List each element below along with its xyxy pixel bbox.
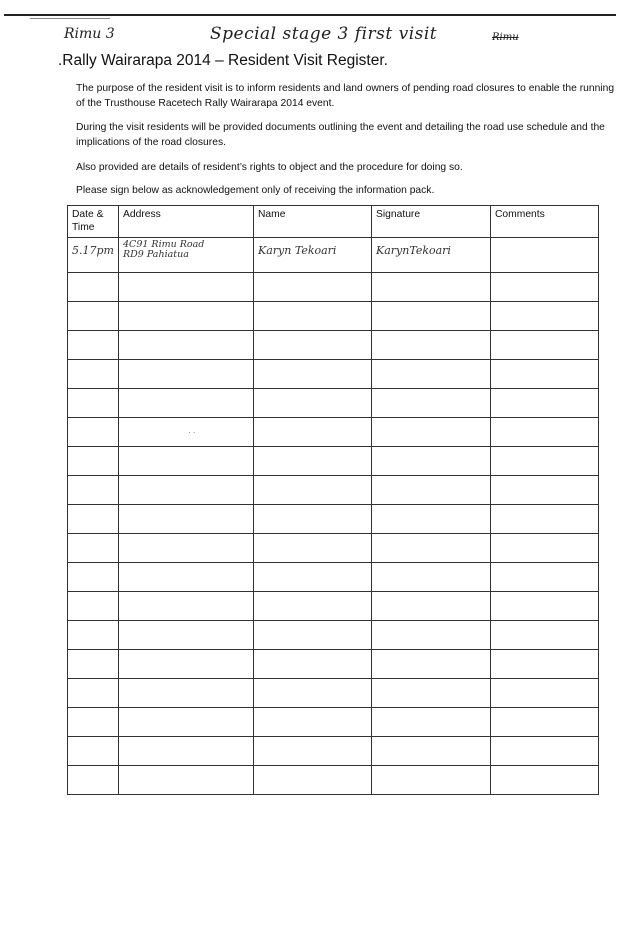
cell-time[interactable]	[68, 563, 119, 592]
cell-address[interactable]	[119, 505, 254, 534]
handwritten-note-right: Rimu	[492, 32, 519, 43]
cell-signature[interactable]	[372, 679, 491, 708]
cell-signature[interactable]	[372, 505, 491, 534]
cell-comments[interactable]	[491, 273, 599, 302]
cell-name[interactable]	[254, 621, 372, 650]
cell-signature[interactable]	[372, 708, 491, 737]
cell-comments[interactable]	[491, 737, 599, 766]
cell-time[interactable]	[68, 476, 119, 505]
cell-comments[interactable]	[491, 302, 599, 331]
cell-address[interactable]	[119, 418, 254, 447]
cell-signature[interactable]	[372, 331, 491, 360]
cell-name[interactable]	[254, 766, 372, 795]
cell-comments[interactable]	[491, 766, 599, 795]
cell-name[interactable]	[254, 563, 372, 592]
cell-address[interactable]	[119, 621, 254, 650]
cell-address[interactable]	[119, 737, 254, 766]
cell-time[interactable]	[68, 331, 119, 360]
cell-signature[interactable]	[372, 766, 491, 795]
table-row	[68, 389, 599, 418]
header-signature: Signature	[372, 206, 491, 238]
table-row	[68, 418, 599, 447]
cell-time[interactable]	[68, 302, 119, 331]
cell-time[interactable]: 5.17pm	[68, 238, 119, 273]
cell-address[interactable]	[119, 273, 254, 302]
cell-signature[interactable]	[372, 476, 491, 505]
table-row	[68, 360, 599, 389]
cell-name[interactable]	[254, 447, 372, 476]
sign-instruction: Please sign below as acknowledgement only of receiving the information pack.	[76, 185, 435, 196]
cell-name[interactable]	[254, 302, 372, 331]
cell-address[interactable]	[119, 650, 254, 679]
cell-name[interactable]	[254, 534, 372, 563]
cell-signature[interactable]	[372, 389, 491, 418]
table-row	[68, 708, 599, 737]
cell-comments[interactable]	[491, 534, 599, 563]
cell-signature[interactable]	[372, 563, 491, 592]
cell-address[interactable]	[119, 679, 254, 708]
cell-time[interactable]	[68, 737, 119, 766]
cell-time[interactable]	[68, 708, 119, 737]
table-row	[68, 238, 599, 273]
table-row	[68, 650, 599, 679]
cell-time[interactable]	[68, 505, 119, 534]
table-row	[68, 621, 599, 650]
cell-comments[interactable]	[491, 563, 599, 592]
stray-mark: · ·	[188, 428, 196, 437]
cell-comments[interactable]	[491, 447, 599, 476]
address-line-1: 4C91 Rimu Road	[123, 239, 205, 250]
handwritten-note-left: Rimu 3	[64, 26, 115, 42]
header-date-time: Date & Time	[68, 206, 119, 238]
address-line-2: RD9 Pahiatua	[123, 249, 189, 260]
cell-name[interactable]	[254, 360, 372, 389]
cell-name[interactable]	[254, 389, 372, 418]
cell-address[interactable]	[119, 238, 254, 273]
cell-signature[interactable]	[372, 273, 491, 302]
visit-paragraph: During the visit residents will be provided documents outlining the event and detailing the road use schedule and the implications of the road closures.	[76, 122, 605, 148]
cell-time[interactable]	[68, 679, 119, 708]
handwritten-note-center: Special stage 3 first visit	[210, 24, 438, 44]
cell-name[interactable]	[254, 505, 372, 534]
cell-time[interactable]	[68, 534, 119, 563]
cell-address[interactable]	[119, 360, 254, 389]
document-title: .Rally Wairarapa 2014 – Resident Visit Register.	[58, 52, 388, 69]
cell-signature[interactable]	[372, 737, 491, 766]
cell-address[interactable]	[119, 592, 254, 621]
visit-register-table	[67, 205, 599, 795]
cell-signature[interactable]	[372, 360, 491, 389]
table-row	[68, 737, 599, 766]
cell-address[interactable]	[119, 302, 254, 331]
cell-name[interactable]	[254, 418, 372, 447]
cell-name[interactable]	[254, 737, 372, 766]
cell-name[interactable]	[254, 273, 372, 302]
table-row	[68, 302, 599, 331]
cell-comments[interactable]	[491, 418, 599, 447]
cell-signature[interactable]	[372, 650, 491, 679]
table-row	[68, 447, 599, 476]
cell-time[interactable]	[68, 766, 119, 795]
cell-signature[interactable]	[372, 534, 491, 563]
cell-name[interactable]: Karyn Tekoari	[254, 238, 372, 273]
cell-address[interactable]	[119, 447, 254, 476]
top-rule-faint	[30, 18, 110, 19]
table-row	[68, 679, 599, 708]
table-row	[68, 505, 599, 534]
cell-signature[interactable]	[372, 621, 491, 650]
cell-comments[interactable]	[491, 650, 599, 679]
table-row	[68, 476, 599, 505]
cell-time[interactable]	[68, 650, 119, 679]
table-row	[68, 592, 599, 621]
cell-name[interactable]	[254, 476, 372, 505]
cell-name[interactable]	[254, 331, 372, 360]
cell-name[interactable]	[254, 592, 372, 621]
cell-time[interactable]	[68, 592, 119, 621]
cell-address[interactable]	[119, 476, 254, 505]
cell-name[interactable]	[254, 679, 372, 708]
cell-signature[interactable]	[372, 447, 491, 476]
cell-address[interactable]	[119, 534, 254, 563]
rights-paragraph: Also provided are details of resident’s rights to object and the procedure for doing so.	[76, 162, 463, 173]
header-comments: Comments	[491, 206, 599, 238]
cell-comments[interactable]	[491, 679, 599, 708]
purpose-paragraph: The purpose of the resident visit is to inform residents and land owners of pending road closures to enable the running of the Trusthouse Racetech Rally Wairarapa 2014 event.	[76, 83, 615, 109]
cell-address[interactable]	[119, 708, 254, 737]
table-row	[68, 534, 599, 563]
cell-address[interactable]	[119, 389, 254, 418]
cell-signature[interactable]	[372, 302, 491, 331]
cell-name[interactable]	[254, 650, 372, 679]
cell-time[interactable]	[68, 273, 119, 302]
cell-signature[interactable]: KarynTekoari	[372, 238, 491, 273]
cell-comments[interactable]	[491, 331, 599, 360]
cell-name[interactable]	[254, 708, 372, 737]
cell-comments[interactable]	[491, 708, 599, 737]
cell-comments[interactable]	[491, 389, 599, 418]
cell-address[interactable]	[119, 766, 254, 795]
table-row	[68, 273, 599, 302]
cell-signature[interactable]	[372, 418, 491, 447]
table-row	[68, 563, 599, 592]
table-row	[68, 331, 599, 360]
cell-time[interactable]	[68, 418, 119, 447]
cell-comments[interactable]	[491, 592, 599, 621]
cell-time[interactable]	[68, 621, 119, 650]
table-row	[68, 766, 599, 795]
cell-address[interactable]	[119, 331, 254, 360]
cell-comments[interactable]	[491, 505, 599, 534]
cell-comments[interactable]	[491, 621, 599, 650]
cell-comments[interactable]	[491, 238, 599, 273]
cell-address[interactable]	[119, 563, 254, 592]
header-address: Address	[119, 206, 254, 238]
cell-time[interactable]	[68, 447, 119, 476]
cell-comments[interactable]	[491, 360, 599, 389]
cell-time[interactable]	[68, 389, 119, 418]
cell-comments[interactable]	[491, 476, 599, 505]
cell-time[interactable]	[68, 360, 119, 389]
top-rule	[4, 14, 616, 16]
header-name: Name	[254, 206, 372, 238]
cell-signature[interactable]	[372, 592, 491, 621]
table-header-row	[68, 206, 599, 238]
